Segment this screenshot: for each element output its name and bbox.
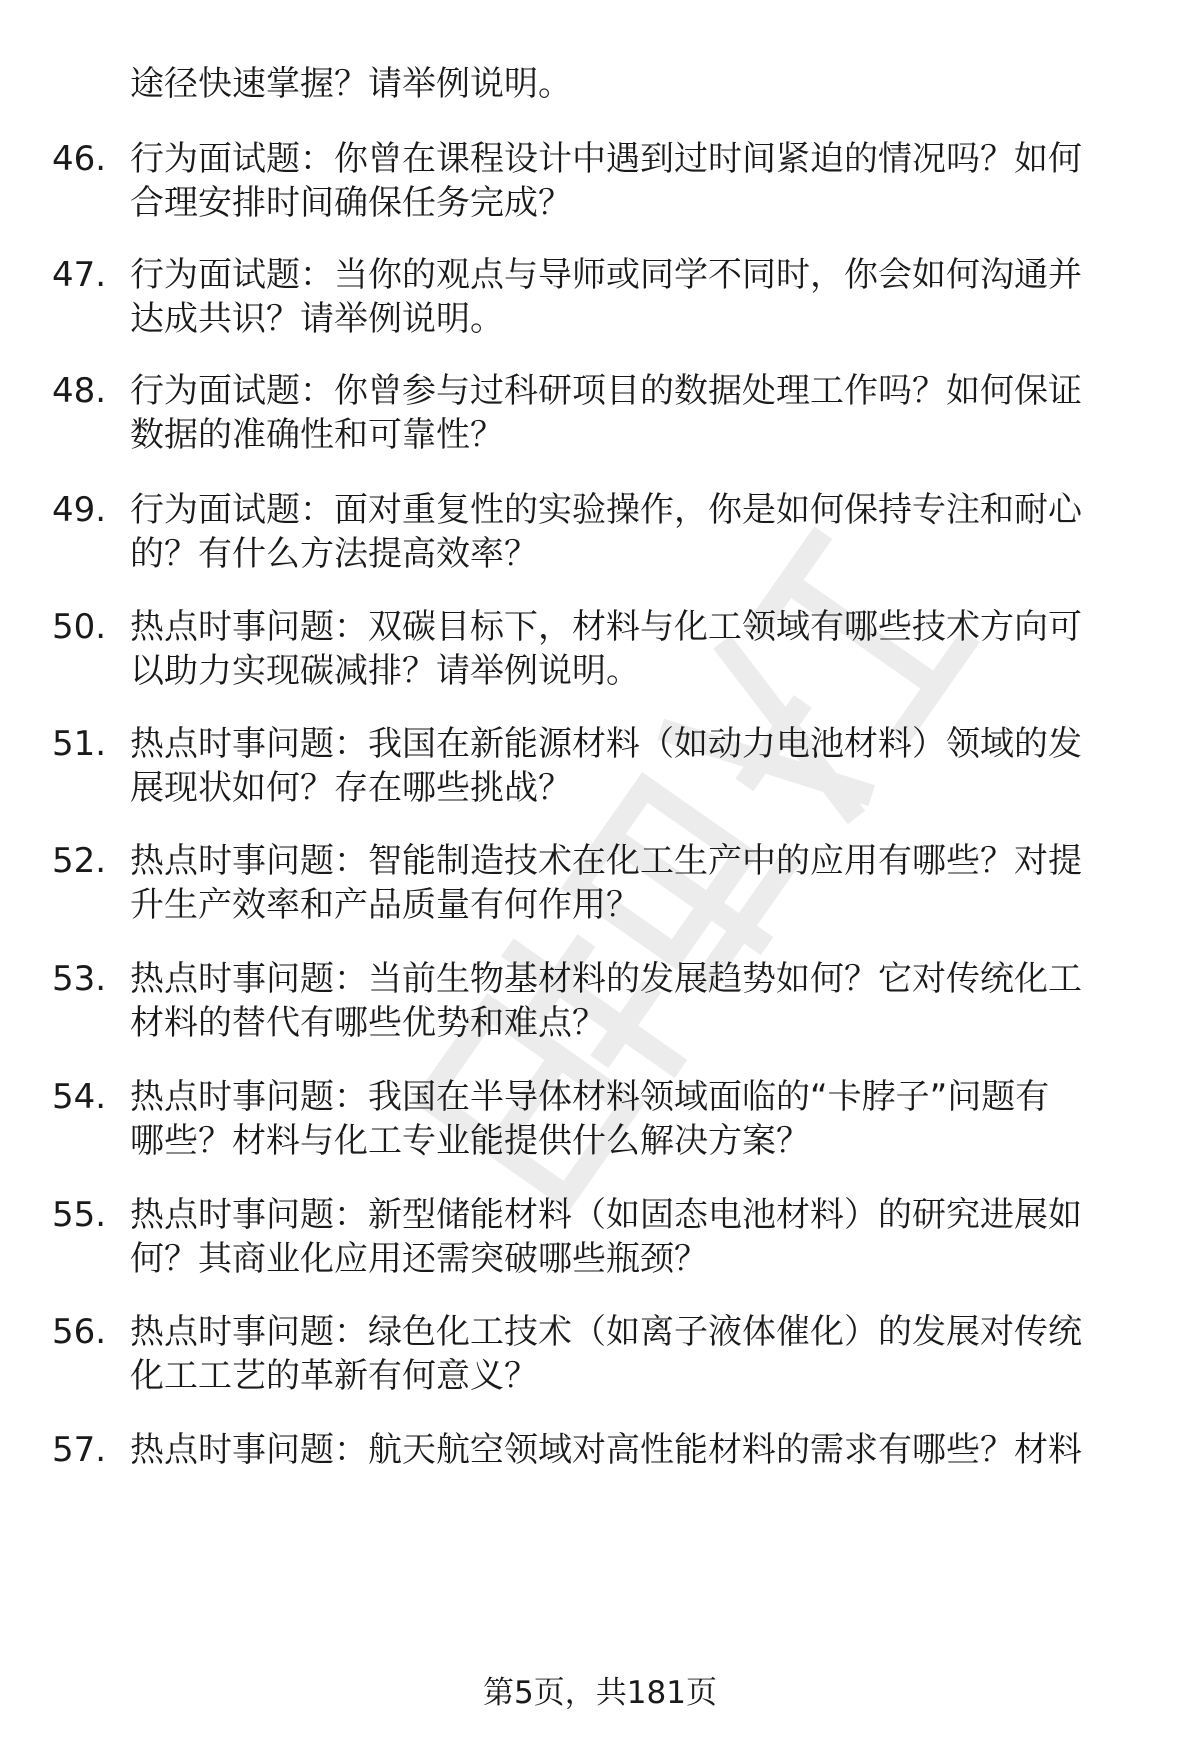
question-number: 54. xyxy=(52,1077,107,1117)
question-text-line-2: 化工工艺的革新有何意义？ xyxy=(130,1356,538,1396)
question-text-line-2: 数据的准确性和可靠性？ xyxy=(130,415,504,455)
question-number: 48. xyxy=(52,371,107,411)
question-number: 50. xyxy=(52,607,107,647)
page-footer: 第5页，共181页 xyxy=(483,1675,717,1711)
question-text-line-2: 展现状如何？存在哪些挑战？ xyxy=(130,768,572,808)
question-text-line-1: 热点时事问题：我国在半导体材料领域面临的“卡脖子”问题有 xyxy=(130,1077,1050,1117)
question-text-line-1: 热点时事问题：当前生物基材料的发展趋势如何？它对传统化工 xyxy=(130,959,1082,999)
question-text-line-1: 行为面试题：面对重复性的实验操作，你是如何保持专注和耐心 xyxy=(130,490,1082,530)
question-text-line-2: 材料的替代有哪些优势和难点？ xyxy=(130,1003,606,1043)
question-text-line-2: 达成共识？请举例说明。 xyxy=(130,299,504,339)
question-text-line-2: 的？有什么方法提高效率？ xyxy=(130,534,538,574)
question-number: 56. xyxy=(52,1312,107,1352)
question-text-line-1: 热点时事问题：航天航空领域对高性能材料的需求有哪些？材料 xyxy=(130,1430,1082,1470)
question-text-line-2: 以助力实现碳减排？请举例说明。 xyxy=(130,651,640,691)
question-number: 52. xyxy=(52,841,107,881)
question-text-line-1: 行为面试题：你曾在课程设计中遇到过时间紧迫的情况吗？如何 xyxy=(130,139,1082,179)
question-text-line-1: 热点时事问题：新型储能材料（如固态电池材料）的研究进展如 xyxy=(130,1195,1082,1235)
question-text-line-1: 热点时事问题：我国在新能源材料（如动力电池材料）领域的发 xyxy=(130,724,1082,764)
question-text-line-2: 升生产效率和产品质量有何作用？ xyxy=(130,885,640,925)
continuation-text: 途径快速掌握？请举例说明。 xyxy=(130,64,572,104)
question-number: 47. xyxy=(52,255,107,295)
question-text-line-1: 热点时事问题：绿色化工技术（如离子液体催化）的发展对传统 xyxy=(130,1312,1082,1352)
question-number: 51. xyxy=(52,724,107,764)
question-text-line-2: 哪些？材料与化工专业能提供什么解决方案？ xyxy=(130,1121,810,1161)
question-number: 49. xyxy=(52,490,107,530)
question-number: 55. xyxy=(52,1195,107,1235)
question-text-line-1: 热点时事问题：智能制造技术在化工生产中的应用有哪些？对提 xyxy=(130,841,1082,881)
question-number: 53. xyxy=(52,959,107,999)
question-text-line-2: 何？其商业化应用还需突破哪些瓶颈？ xyxy=(130,1239,708,1279)
question-number: 46. xyxy=(52,139,107,179)
question-text-line-1: 热点时事问题：双碳目标下，材料与化工领域有哪些技术方向可 xyxy=(130,607,1082,647)
question-number: 57. xyxy=(52,1430,107,1470)
question-text-line-1: 行为面试题：当你的观点与导师或同学不同时，你会如何沟通并 xyxy=(130,255,1082,295)
question-text-line-1: 行为面试题：你曾参与过科研项目的数据处理工作吗？如何保证 xyxy=(130,371,1082,411)
question-text-line-2: 合理安排时间确保任务完成？ xyxy=(130,183,572,223)
